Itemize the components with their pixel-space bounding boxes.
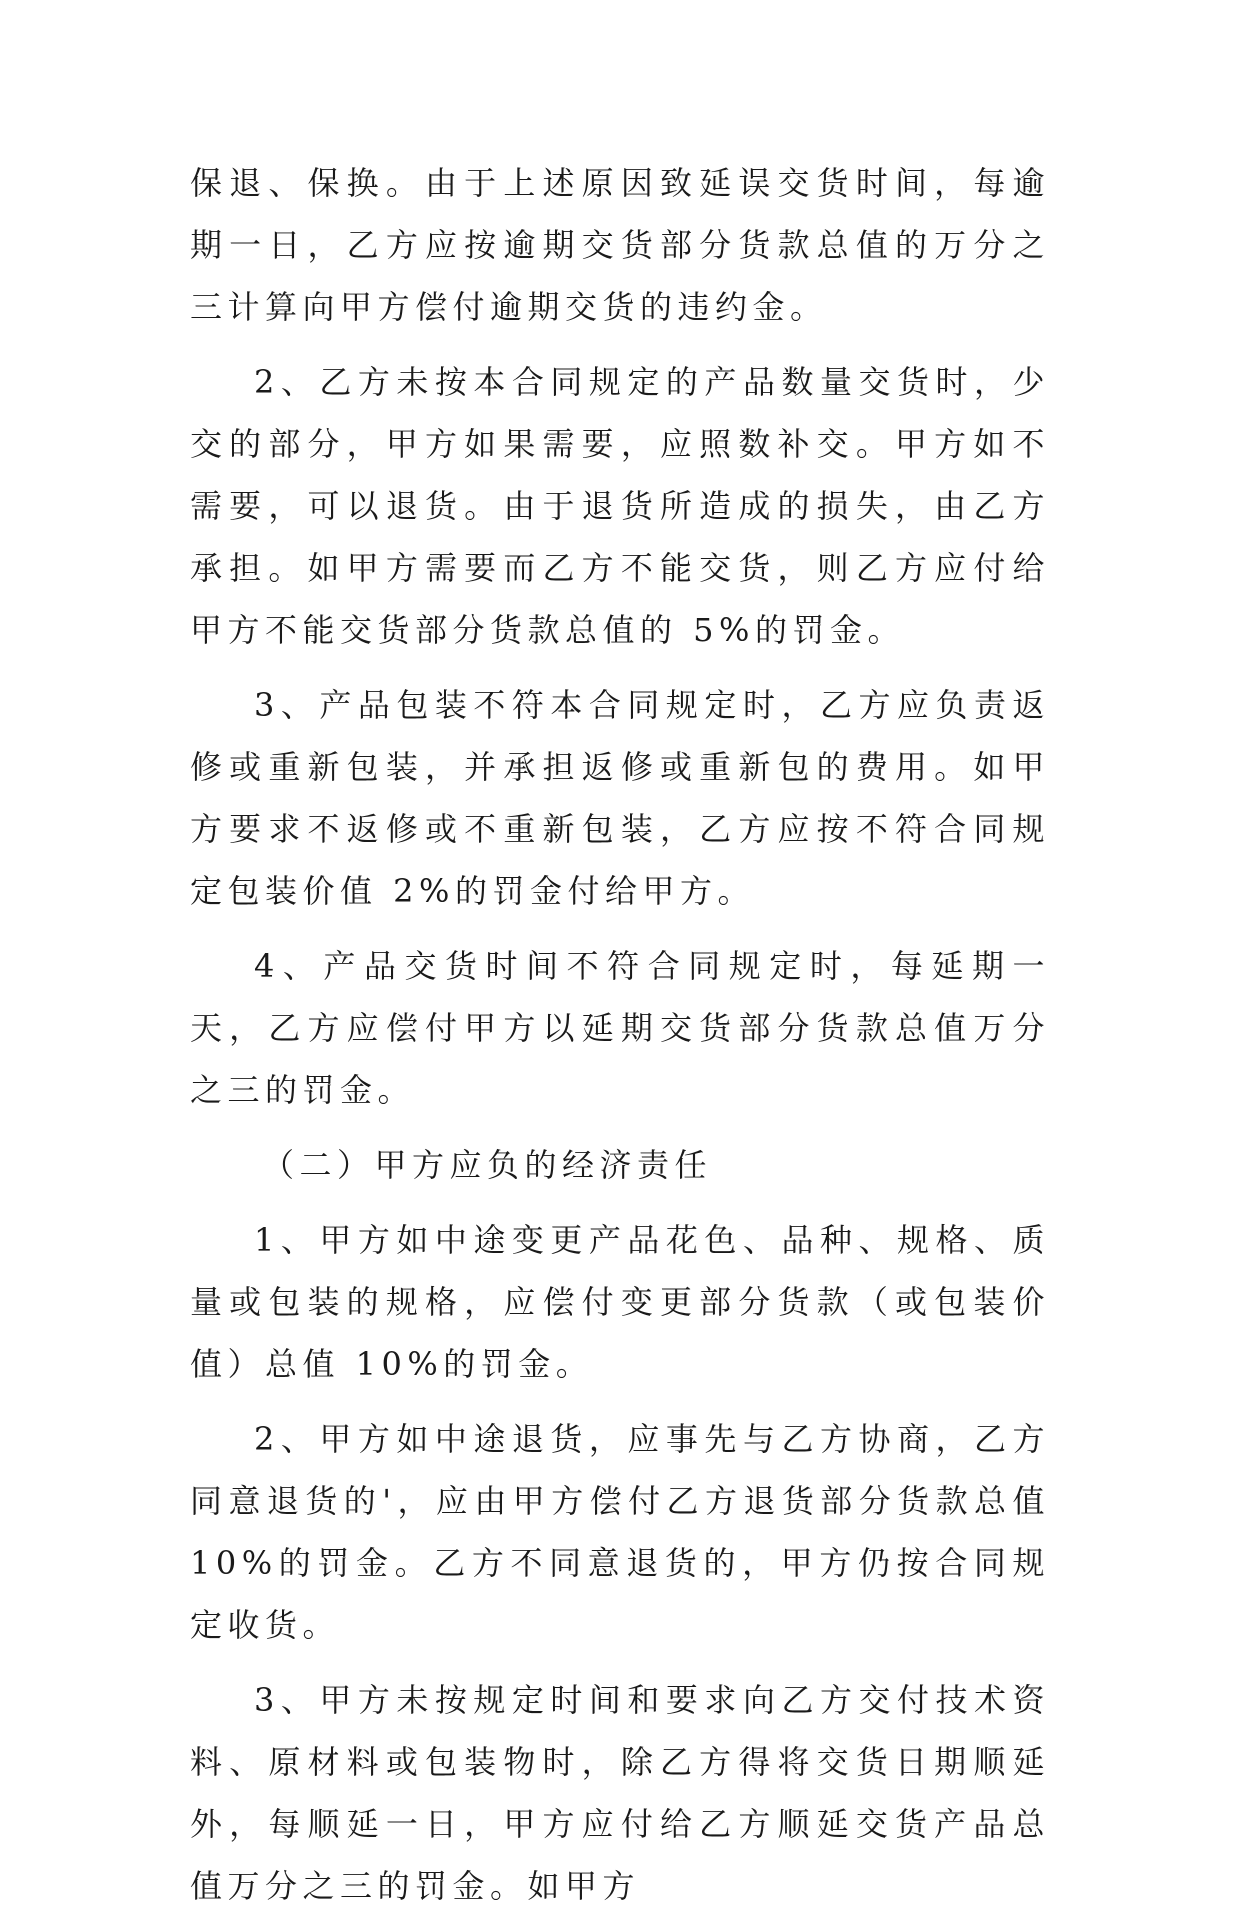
paragraph-party-a-clause-1: 1、甲方如中途变更产品花色、品种、规格、质量或包装的规格，应偿付变更部分货款（或包装价值）总值 10%的罚金。 [190, 1221, 1050, 1383]
section-subheading: （二）甲方应负的经济责任 [262, 1146, 713, 1184]
paragraph-clause-3: 3、产品包装不符本合同规定时，乙方应负责返修或重新包装，并承担返修或重新包的费用。如甲方要求不返修或不重新包装，乙方应按不符合同规定包装价值 2%的罚金付给甲方。 [190, 686, 1050, 910]
paragraph-party-a-clause-2: 2、甲方如中途退货，应事先与乙方协商，乙方同意退货的'，应由甲方偿付乙方退货部分货款总值 10%的罚金。乙方不同意退货的，甲方仍按合同规定收货。 [190, 1420, 1050, 1644]
paragraph-clause-2: 2、乙方未按本合同规定的产品数量交货时，少交的部分，甲方如果需要，应照数补交。甲方如不需要，可以退货。由于退货所造成的损失，由乙方承担。如甲方需要而乙方不能交货，则乙方应付给甲方不能交货部分货款总值的 5%的罚金。 [190, 363, 1050, 649]
paragraph-clause-4: 4、产品交货时间不符合同规定时，每延期一天，乙方应偿付甲方以延期交货部分货款总值万分之三的罚金。 [190, 947, 1050, 1109]
paragraph-party-a-clause-3: 3、甲方未按规定时间和要求向乙方交付技术资料、原材料或包装物时，除乙方得将交货日期顺延外，每顺延一日，甲方应付给乙方顺延交货产品总值万分之三的罚金。如甲方 [190, 1681, 1050, 1905]
document-page [190, 152, 1050, 1930]
paragraph-continuation: 保退、保换。由于上述原因致延误交货时间，每逾期一日，乙方应按逾期交货部分货款总值的万分之三计算向甲方偿付逾期交货的违约金。 [190, 164, 1050, 326]
